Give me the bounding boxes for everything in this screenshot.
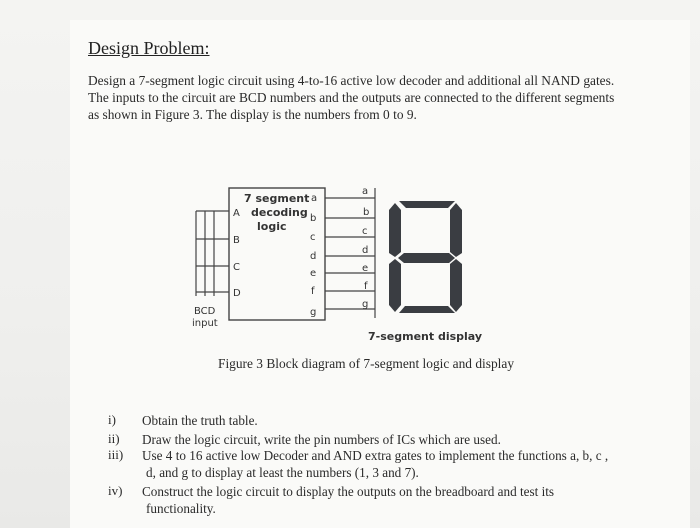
task-line: functionality. xyxy=(146,501,216,516)
figure-caption: Figure 3 Block diagram of 7-segment logic and display xyxy=(218,356,515,371)
wire-label-f: f xyxy=(364,281,368,292)
wire-label-d: d xyxy=(362,245,369,256)
bcd-label: BCD xyxy=(194,306,216,317)
task-line: Draw the logic circuit, write the pin numbers of ICs which are used. xyxy=(142,432,501,447)
output-label-g: g xyxy=(310,307,317,318)
block-title-line: logic xyxy=(257,220,287,233)
block-title-line: 7 segment xyxy=(244,192,310,205)
task-number: iii) xyxy=(108,447,124,462)
segment-c xyxy=(450,259,462,312)
segment-a xyxy=(399,201,455,208)
segment-d xyxy=(399,306,455,313)
task-line: Use 4 to 16 active low Decoder and AND extra gates to implement the functions a, b, c , xyxy=(142,448,609,463)
output-label-c: c xyxy=(310,232,316,243)
display-label: 7-segment display xyxy=(368,330,483,343)
segment-b xyxy=(450,203,462,257)
input-label-d: D xyxy=(233,288,241,299)
paragraph-line: as shown in Figure 3. The display is the numbers from 0 to 9. xyxy=(88,107,417,122)
wire-label-b: b xyxy=(363,207,370,218)
wire-label-g: g xyxy=(362,299,369,310)
task-text xyxy=(142,483,612,517)
output-label-e: e xyxy=(310,268,317,279)
paragraph-line: Design a 7-segment logic circuit using 4-to-16 active low decoder and additional all NAND gates. xyxy=(88,73,615,88)
output-label-a: a xyxy=(311,193,318,204)
input-lines xyxy=(196,211,229,296)
output-label-f: f xyxy=(311,286,315,297)
wire-label-c: c xyxy=(362,226,368,237)
task-text xyxy=(142,447,612,481)
paragraph-line: The inputs to the circuit are BCD numbers and the outputs are connected to the different segments xyxy=(88,90,615,105)
page-title: Design Problem: xyxy=(88,38,210,58)
task-line: d, and g to display at least the numbers (1, 3 and 7). xyxy=(146,465,419,480)
task-text xyxy=(142,412,612,429)
output-label-d: d xyxy=(310,251,317,262)
segment-f xyxy=(389,203,401,257)
task-line: Obtain the truth table. xyxy=(142,413,258,428)
input-label-b: B xyxy=(233,235,240,246)
input-label-c: C xyxy=(233,262,240,273)
bcd-label: input xyxy=(192,318,218,329)
seven-segment-digit xyxy=(389,201,462,313)
output-label-b: b xyxy=(310,213,317,224)
segment-g xyxy=(398,253,455,263)
input-label-a: A xyxy=(233,208,240,219)
task-text xyxy=(142,431,612,448)
wire-label-a: a xyxy=(362,186,369,197)
wire-label-e: e xyxy=(362,263,369,274)
task-number: ii) xyxy=(108,431,120,446)
block-title-line: decoding xyxy=(251,206,308,219)
task-number: i) xyxy=(108,412,116,427)
task-line: Construct the logic circuit to display the outputs on the breadboard and test its xyxy=(142,484,555,499)
segment-e xyxy=(389,259,401,312)
task-number: iv) xyxy=(108,483,123,498)
